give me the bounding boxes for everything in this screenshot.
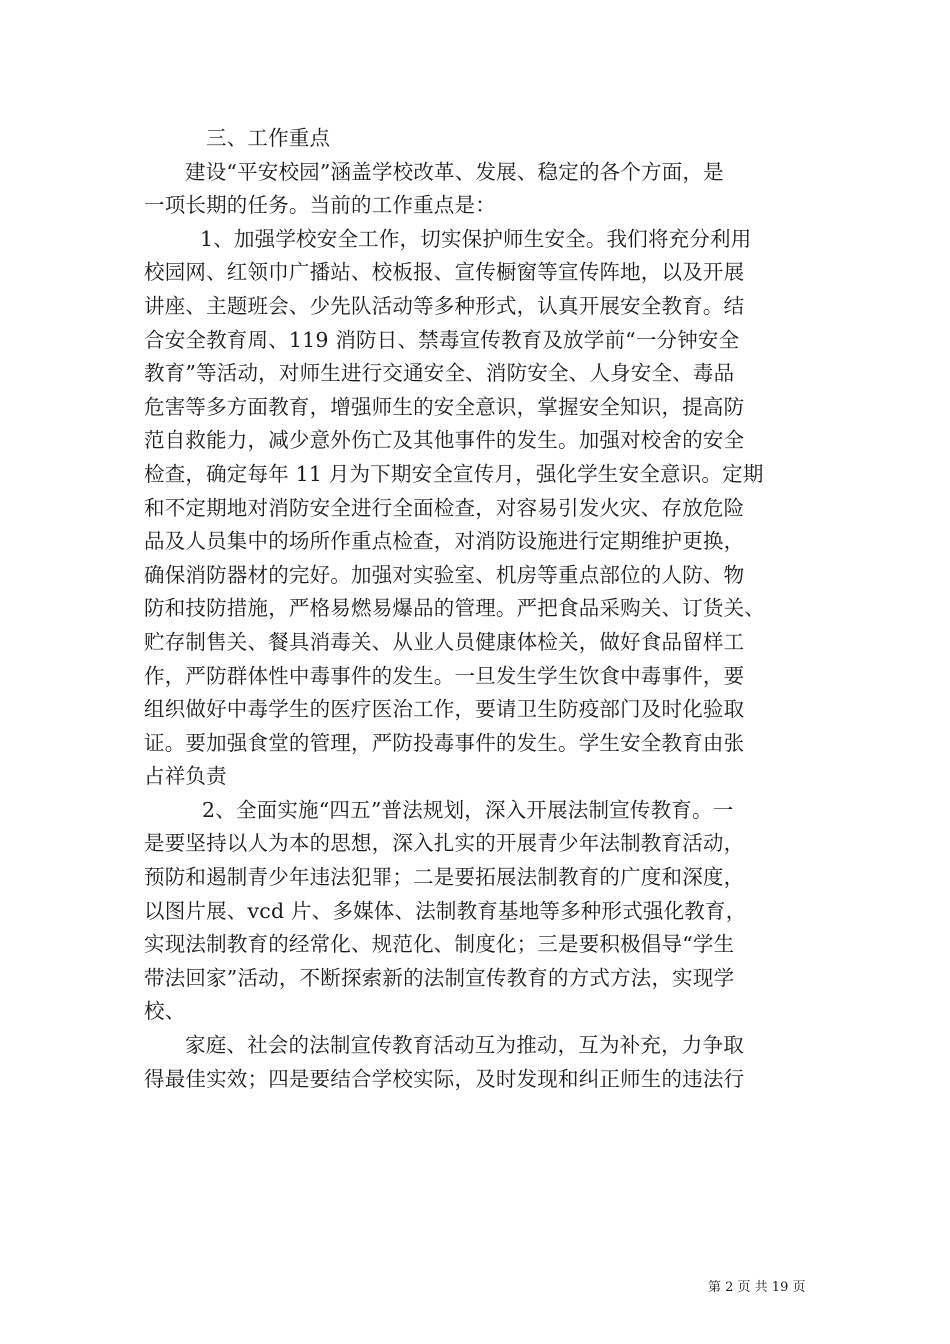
paragraph-line: 组织做好中毒学生的医疗医治工作，要请卫生防疫部门及时化验取 <box>144 697 745 722</box>
paragraph-line: 证。要加强食堂的管理，严防投毒事件的发生。学生安全教育由张 <box>144 730 745 755</box>
paragraph-line: 占祥负责 <box>144 764 227 789</box>
paragraph-line: 得最佳实效；四是要结合学校实际，及时发现和纠正师生的违法行 <box>144 1066 745 1091</box>
paragraph-line: 合安全教育周、119 消防日、禁毒宣传教育及放学前“一分钟安全 <box>144 327 740 352</box>
page-number: 第 2 页 共 19 页 <box>708 1280 806 1295</box>
paragraph-line: 建设“平安校园”涵盖学校改革、发展、稳定的各个方面，是 <box>185 159 724 184</box>
paragraph-line: 实现法制教育的经常化、规范化、制度化；三是要积极倡导“学生 <box>144 932 735 957</box>
paragraph-line: 范自救能力，减少意外伤亡及其他事件的发生。加强对校舍的安全 <box>144 428 745 453</box>
paragraph-line: 1、加强学校安全工作，切实保护师生安全。我们将充分利用 <box>200 226 752 251</box>
paragraph-line: 2、全面实施“四五”普法规划，深入开展法制宣传教育。一 <box>202 797 734 822</box>
paragraph-line: 防和技防措施，严格易燃易爆品的管理。严把食品采购关、订货关、 <box>144 596 765 621</box>
paragraph-line: 讲座、主题班会、少先队活动等多种形式，认真开展安全教育。结 <box>144 293 745 318</box>
paragraph-line: 危害等多方面教育，增强师生的安全意识，掌握安全知识，提高防 <box>144 394 745 419</box>
paragraph-line: 作，严防群体性中毒事件的发生。一旦发生学生饮食中毒事件，要 <box>144 663 745 688</box>
paragraph-line: 校园网、红领巾广播站、校板报、宣传橱窗等宣传阵地，以及开展 <box>144 260 745 285</box>
paragraph-line: 贮存制售关、餐具消毒关、从业人员健康体检关，做好食品留样工 <box>144 629 745 654</box>
paragraph-line: 品及人员集中的场所作重点检查，对消防设施进行定期维护更换， <box>144 529 745 554</box>
paragraph-line: 是要坚持以人为本的思想，深入扎实的开展青少年法制教育活动， <box>144 831 745 856</box>
paragraph-line: 确保消防器材的完好。加强对实验室、机房等重点部位的人防、物 <box>144 562 745 587</box>
paragraph-line: 校、 <box>144 999 186 1024</box>
section-heading: 三、工作重点 <box>206 126 331 150</box>
paragraph-line: 预防和遏制青少年违法犯罪；二是要拓展法制教育的广度和深度， <box>144 865 745 890</box>
body-text <box>144 122 808 1096</box>
paragraph-line: 一项长期的任务。当前的工作重点是： <box>144 193 496 218</box>
paragraph-line: 和不定期地对消防安全进行全面检查，对容易引发火灾、存放危险 <box>144 495 745 520</box>
paragraph-line: 家庭、社会的法制宣传教育活动互为推动，互为补充，力争取 <box>185 1033 744 1058</box>
paragraph-line: 带法回家”活动，不断探索新的法制宣传教育的方式方法，实现学 <box>144 965 735 990</box>
paragraph-line: 以图片展、vcd 片、多媒体、法制教育基地等多种形式强化教育， <box>144 898 747 923</box>
paragraph-line: 教育”等活动，对师生进行交通安全、消防安全、人身安全、毒品 <box>144 361 735 386</box>
paragraph-line: 检查，确定每年 11 月为下期安全宣传月，强化学生安全意识。定期 <box>144 461 764 486</box>
